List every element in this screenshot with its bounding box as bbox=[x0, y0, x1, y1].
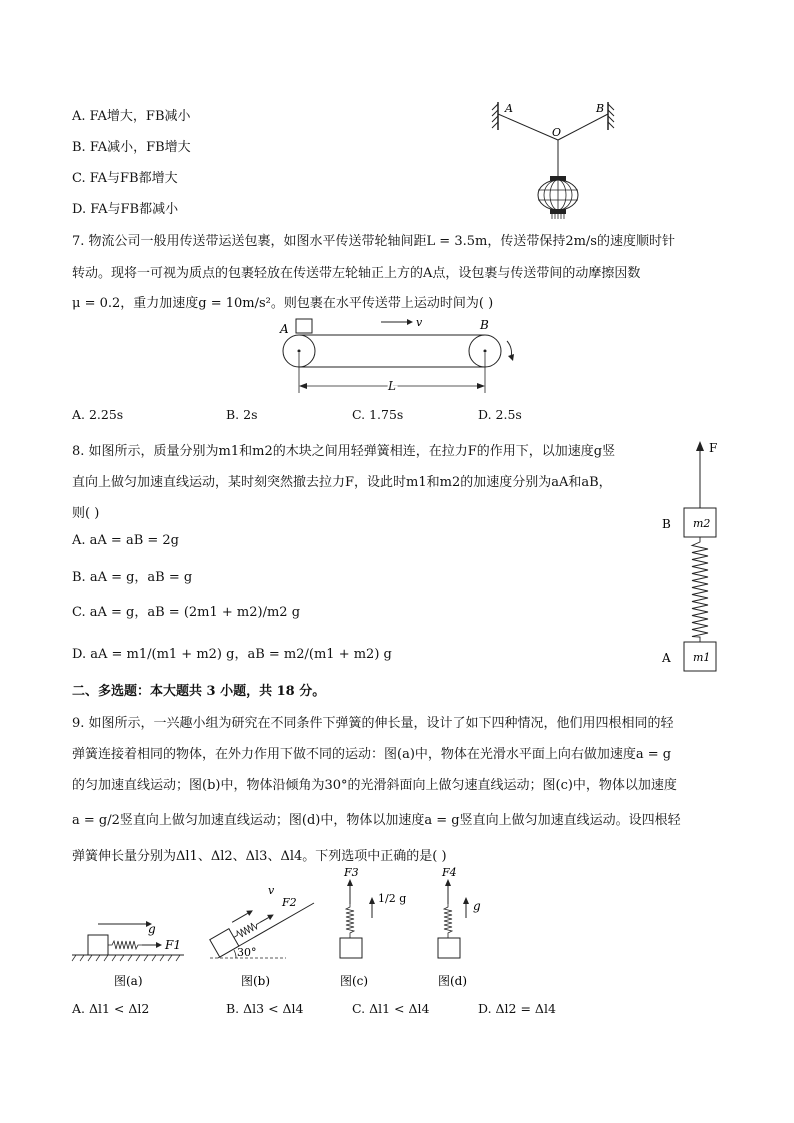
fig6-label-o: O bbox=[552, 126, 562, 139]
fig9d-caption: 图(d) bbox=[438, 974, 468, 988]
q8-option-c: C. aA = g，aB = (2m1 + m2)/m2 g bbox=[72, 605, 301, 620]
fig6-label-b: B bbox=[596, 102, 605, 115]
fig8-label-b: B bbox=[662, 517, 671, 531]
q9-line-1: 9. 如图所示，一兴趣小组为研究在不同条件下弹簧的伸长量，设计了如下四种情况，他们用四根相同的轻 bbox=[72, 716, 674, 731]
q9-option-b: B. Δl3 < Δl4 bbox=[226, 1001, 304, 1016]
fig9d-label-acc: g bbox=[473, 899, 481, 913]
q9-option-a: A. Δl1 < Δl2 bbox=[72, 1001, 150, 1016]
fig7-label-a: A bbox=[280, 322, 289, 336]
q8-option-d: D. aA = m1/(m1 + m2) g，aB = m2/(m1 + m2) g bbox=[72, 647, 392, 662]
q8-option-b: B. aA = g，aB = g bbox=[72, 570, 193, 585]
fig9d-vertical-g bbox=[428, 862, 508, 990]
fig9c-label-acc: 1/2 g bbox=[378, 892, 407, 905]
section-heading-multi-choice: 二、多选题：本大题共 3 小题，共 18 分。 bbox=[72, 684, 326, 699]
fig6-label-a: A bbox=[505, 102, 513, 115]
conveyor-figure bbox=[275, 313, 525, 398]
q7-line-2: 转动。现将一可视为质点的包裹轻放在传送带左轮轴正上方的A点，设包裹与传送带间的动摩擦因数 bbox=[72, 266, 641, 281]
fig9a-caption: 图(a) bbox=[114, 974, 143, 988]
fig7-label-l: L bbox=[388, 379, 396, 393]
fig9a-block bbox=[88, 935, 108, 955]
fig9a-horizontal bbox=[68, 915, 188, 990]
q7-option-d: D. 2.5s bbox=[478, 407, 522, 422]
fig9b-label-v: v bbox=[268, 884, 275, 897]
fig7-label-b: B bbox=[480, 318, 489, 332]
fig9c-label-f: F3 bbox=[344, 866, 359, 879]
q6-option-d: D. FA与FB都减小 bbox=[72, 202, 179, 217]
fig7-label-v: v bbox=[416, 316, 423, 329]
fig9d-label-f: F4 bbox=[442, 866, 457, 879]
q7-line-1: 7. 物流公司一般用传送带运送包裹，如图水平传送带轮轴间距L = 3.5m，传送带保持2m/s的速度顺时针 bbox=[72, 234, 675, 249]
q9-line-2: 弹簧连接着相同的物体，在外力作用下做不同的运动：图(a)中，物体在光滑水平面上向右做加速度a = g bbox=[72, 747, 672, 762]
q9-line-5: 弹簧伸长量分别为Δl1、Δl2、Δl3、Δl4。下列选项中正确的是( ) bbox=[72, 849, 447, 864]
fig9c-caption: 图(c) bbox=[340, 974, 369, 988]
fig8-label-m1: m1 bbox=[693, 651, 711, 664]
fig9b-incline bbox=[206, 880, 316, 990]
q7-option-c: C. 1.75s bbox=[352, 407, 404, 422]
q6-option-a: A. FA增大，FB减小 bbox=[72, 109, 191, 124]
fig9b-caption: 图(b) bbox=[241, 974, 271, 988]
q9-line-3: 的匀加速直线运动；图(b)中，物体沿倾角为30°的光滑斜面向上做匀速直线运动；图(c)中，物体以加速度 bbox=[72, 778, 677, 793]
fig8-label-f: F bbox=[709, 441, 718, 455]
package-box bbox=[296, 319, 312, 333]
fig9b-label-angle: 30° bbox=[237, 946, 257, 959]
q9-line-4: a = g/2竖直向上做匀加速直线运动；图(d)中，物体以加速度a = g竖直向上做匀加速直线运动。设四根轻 bbox=[72, 813, 681, 828]
q7-line-3: μ = 0.2，重力加速度g = 10m/s²。则包裹在水平传送带上运动时间为( ) bbox=[72, 296, 494, 311]
fig9c-vertical-half-g bbox=[330, 862, 410, 990]
fig9d-block bbox=[438, 938, 460, 958]
q6-option-c: C. FA与FB都增大 bbox=[72, 171, 178, 186]
fig9c-block bbox=[340, 938, 362, 958]
q7-option-b: B. 2s bbox=[226, 407, 258, 422]
q8-line-1: 8. 如图所示，质量分别为m1和m2的木块之间用轻弹簧相连，在拉力F的作用下，以加速度g竖 bbox=[72, 444, 616, 459]
q7-option-a: A. 2.25s bbox=[72, 407, 124, 422]
q6-option-b: B. FA减小，FB增大 bbox=[72, 140, 191, 155]
q8-line-3: 则( ) bbox=[72, 506, 100, 521]
fig8-label-m2: m2 bbox=[693, 517, 711, 530]
lantern-figure bbox=[488, 98, 618, 220]
fig9a-label-g: g bbox=[148, 922, 156, 936]
spring-coil bbox=[692, 537, 708, 642]
q9-option-c: C. Δl1 < Δl4 bbox=[352, 1001, 430, 1016]
q9-option-d: D. Δl2 = Δl4 bbox=[478, 1001, 556, 1016]
q8-line-2: 直向上做匀加速直线运动，某时刻突然撤去拉力F，设此时m1和m2的加速度分别为aA和aB， bbox=[72, 475, 612, 490]
fig8-label-a: A bbox=[662, 651, 671, 665]
fig9a-label-f: F1 bbox=[165, 938, 181, 952]
spring-blocks-figure bbox=[658, 436, 750, 676]
q8-option-a: A. aA = aB = 2g bbox=[72, 533, 180, 548]
fig9b-label-f: F2 bbox=[282, 896, 297, 909]
